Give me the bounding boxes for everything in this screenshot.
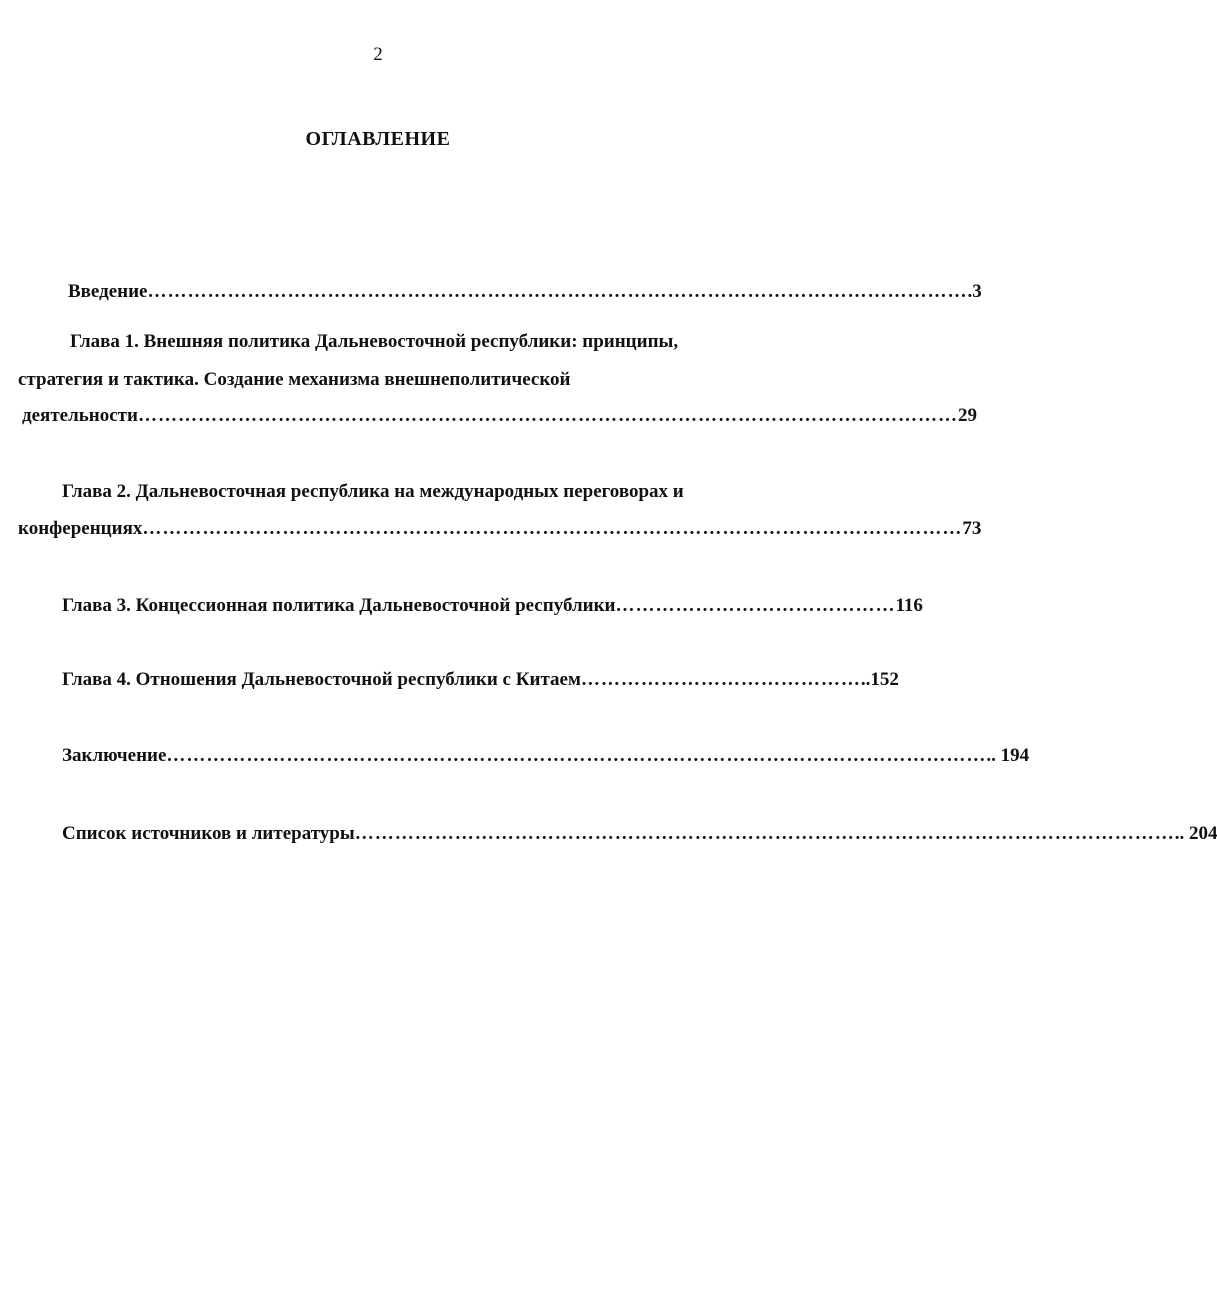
toc-entry-chapter2 — [18, 517, 982, 541]
dot-leader: …………………………………………………………………………………………………………… — [147, 281, 968, 302]
toc-entry-page: 29 — [957, 405, 977, 426]
toc-title: ОГЛАВЛЕНИЕ — [305, 128, 451, 150]
dot-leader: …………………………………………………………………………………………………………… — [137, 405, 958, 426]
toc-entry-sources — [62, 822, 1217, 846]
toc-entry-label: Список источников и литературы — [62, 823, 355, 844]
toc-entry-chapter4 — [62, 668, 899, 692]
toc-entry-conclusion — [62, 744, 1030, 768]
dot-leader: …………………………………… — [580, 669, 861, 690]
toc-entry-label: конференциях — [18, 518, 143, 539]
toc-entry-page: .3 — [967, 281, 982, 302]
dot-leader: …………………………………………………………………………………………………………… — [354, 823, 1175, 844]
toc-entry-label: Введение — [68, 281, 148, 302]
toc-chapter1-line1: Глава 1. Внешняя политика Дальневосточной республики: принципы, — [70, 331, 679, 352]
toc-chapter2-line1: Глава 2. Дальневосточная республика на международных переговорах и — [62, 481, 684, 502]
toc-chapter1-line2: стратегия и тактика. Создание механизма внешнеполитической — [18, 369, 571, 390]
dot-leader: …………………………………………………………………………………………………………… — [166, 745, 987, 766]
toc-entry-page: .. 204 — [1174, 823, 1217, 844]
toc-entry-chapter3 — [62, 594, 923, 618]
page-number: 2 — [373, 44, 383, 65]
toc-entry-page: 116 — [895, 595, 923, 616]
toc-entry-label: Заключение — [62, 745, 167, 766]
toc-entry-intro — [68, 280, 982, 304]
dot-leader: …………………………………… — [615, 595, 896, 616]
toc-entry-page: ..152 — [860, 669, 899, 690]
toc-entry-label: Глава 4. Отношения Дальневосточной республики с Китаем — [62, 669, 581, 690]
toc-entry-page: .. 194 — [986, 745, 1030, 766]
toc-entry-page: 73 — [962, 518, 982, 539]
dot-leader: …………………………………………………………………………………………………………… — [142, 518, 963, 539]
toc-entry-label: Глава 3. Концессионная политика Дальневосточной республики — [62, 595, 616, 616]
toc-entry-label: деятельности — [22, 405, 138, 426]
toc-entry-chapter1 — [22, 404, 977, 428]
